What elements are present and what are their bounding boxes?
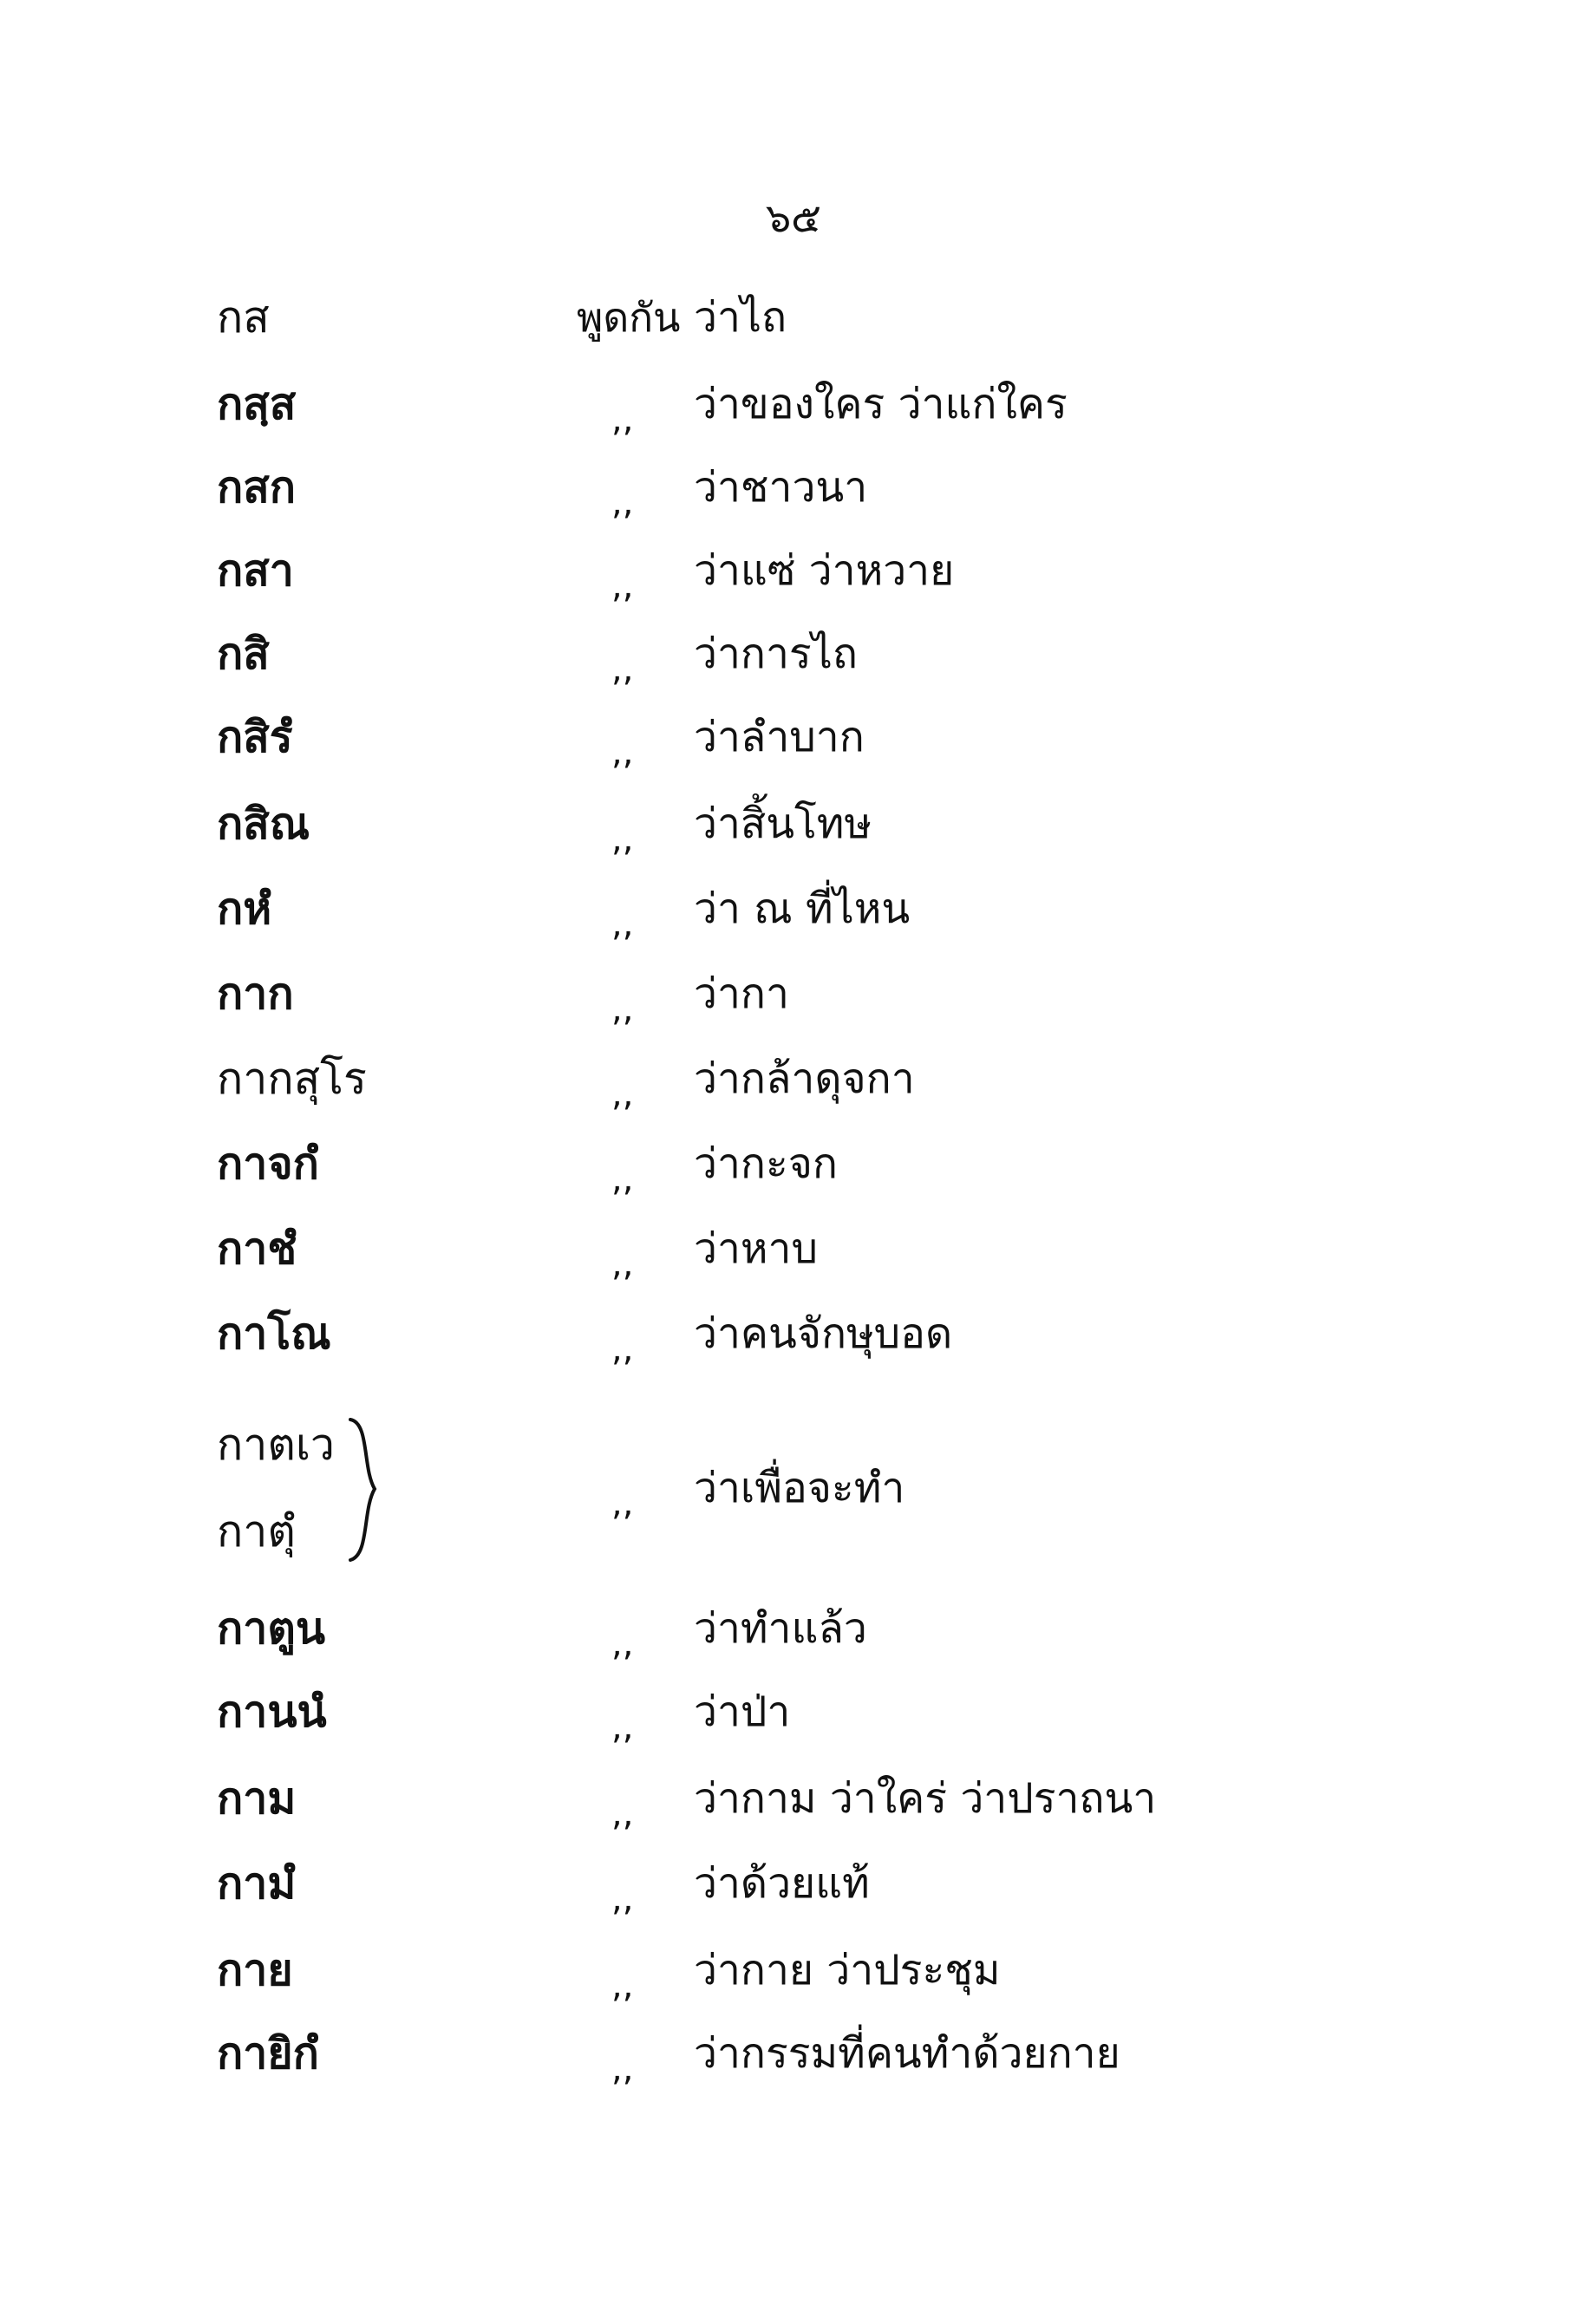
ditto-mark: ,,: [611, 1966, 634, 2006]
entry-gloss: ว่าเพื่อจะทำ: [694, 1464, 905, 1512]
ditto-mark: ,,: [611, 2049, 634, 2089]
entry-headword: กสิ: [217, 629, 270, 679]
dictionary-entry: [0, 529, 1587, 612]
dictionary-entry: [0, 782, 1587, 865]
ditto-mark: ,,: [611, 1879, 634, 1919]
ditto-mark: ,,: [611, 1707, 634, 1747]
dictionary-entry: [0, 1842, 1587, 1925]
page-number: ๖๕: [765, 194, 821, 241]
dictionary-entry: [0, 1670, 1587, 1753]
dictionary-entry: [0, 2012, 1587, 2095]
entry-gloss: ว่าแซ่ ว่าหวาย: [694, 546, 955, 595]
ditto-mark: ,,: [611, 1329, 634, 1369]
dictionary-entry: [0, 1757, 1587, 1840]
ditto-mark: ,,: [611, 1484, 634, 1524]
entry-headword: กสา: [217, 545, 294, 596]
entry-gloss: ว่ากาม ว่าใคร่ ว่าปราถนา: [694, 1774, 1157, 1823]
ditto-mark: ,,: [611, 1794, 634, 1834]
entry-gloss: ว่า ณ ที่ไหน: [694, 885, 911, 933]
dictionary-entry: [0, 867, 1587, 950]
dictionary-entry: [0, 695, 1587, 779]
entry-gloss: ว่ากะจก: [694, 1139, 838, 1188]
dictionary-entry: [0, 276, 1587, 359]
ditto-mark: ,,: [611, 1244, 634, 1284]
entry-lead: พูดกัน: [577, 294, 681, 341]
ditto-mark: ,,: [611, 989, 634, 1029]
entry-gloss: ว่าคนจักษุบอด: [694, 1309, 953, 1358]
entry-headword: กาย: [217, 1945, 293, 1995]
entry-gloss: ว่ากาย ว่าประชุม: [694, 1946, 1001, 1994]
entry-headword: กสิรํ: [217, 712, 293, 762]
entry-headword: กามํ: [217, 1858, 297, 1909]
ditto-mark: ,,: [611, 1624, 634, 1664]
entry-headword: กาโณ: [217, 1309, 331, 1359]
ditto-mark: ,,: [611, 400, 634, 440]
ditto-mark: ,,: [611, 1159, 634, 1199]
dictionary-entry: [0, 1037, 1587, 1120]
ditto-mark: ,,: [611, 483, 634, 523]
ditto-mark: ,,: [611, 566, 634, 606]
entry-headword: กาตูน: [217, 1603, 325, 1654]
entry-gloss: ว่ากา: [694, 969, 789, 1018]
dictionary-entry: [0, 1292, 1587, 1375]
entry-gloss: ว่าการไถ: [694, 630, 858, 678]
entry-gloss: ว่าลำบาก: [694, 713, 865, 761]
entry-gloss: ว่าหาบ: [694, 1224, 818, 1273]
entry-gloss: ว่าชาวนา: [694, 463, 868, 512]
dictionary-entry: [0, 446, 1587, 529]
entry-headword: กายิกํ: [217, 2028, 319, 2079]
entry-headword: กาจกํ: [217, 1139, 319, 1189]
dictionary-entry: [0, 1929, 1587, 2012]
ditto-mark: ,,: [611, 819, 634, 859]
entry-gloss: ว่าไถ: [694, 293, 787, 342]
dictionary-entry: [0, 952, 1587, 1035]
entry-gloss: ว่าสิ้นโทษ: [694, 800, 872, 848]
entry-gloss: ว่าด้วยแท้: [694, 1859, 870, 1908]
paired-entry: [0, 1403, 1587, 1585]
dictionary-entry: [0, 1587, 1587, 1670]
entry-gloss: ว่ากรรมที่คนทำด้วยกาย: [694, 2029, 1120, 2078]
entry-headword: กานนํ: [217, 1687, 327, 1737]
entry-headword: กสก: [217, 462, 297, 512]
entry-headword: กหํ: [217, 884, 272, 934]
entry-gloss: ว่ากล้าดุจกา: [694, 1054, 915, 1103]
entry-gloss: ว่าทำแล้ว: [694, 1604, 867, 1653]
entry-headword: กสฺส: [217, 379, 297, 429]
entry-headword: กสิณ: [217, 799, 310, 849]
dictionary-entry: [0, 612, 1587, 695]
right-brace-icon: [347, 1416, 382, 1563]
ditto-mark: ,,: [611, 904, 634, 944]
ditto-mark: ,,: [611, 733, 634, 773]
ditto-mark: ,,: [611, 1074, 634, 1114]
entry-headword: กาชํ: [217, 1224, 297, 1274]
dictionary-entry: [0, 1122, 1587, 1205]
entry-headword: กาม: [217, 1773, 297, 1824]
dictionary-entry: [0, 1207, 1587, 1290]
entry-headword: กาก: [217, 969, 294, 1019]
ditto-mark: ,,: [611, 650, 634, 689]
entry-headword: กาตเว: [217, 1420, 335, 1470]
entry-headword: กส: [217, 292, 270, 343]
entry-headword: กากสุโร: [217, 1054, 367, 1104]
entry-gloss: ว่าของใคร ว่าแก่ใคร: [694, 380, 1068, 428]
entry-headword: กาตุํ: [217, 1506, 296, 1557]
dictionary-entry: [0, 362, 1587, 446]
entry-gloss: ว่าป่า: [694, 1688, 791, 1736]
